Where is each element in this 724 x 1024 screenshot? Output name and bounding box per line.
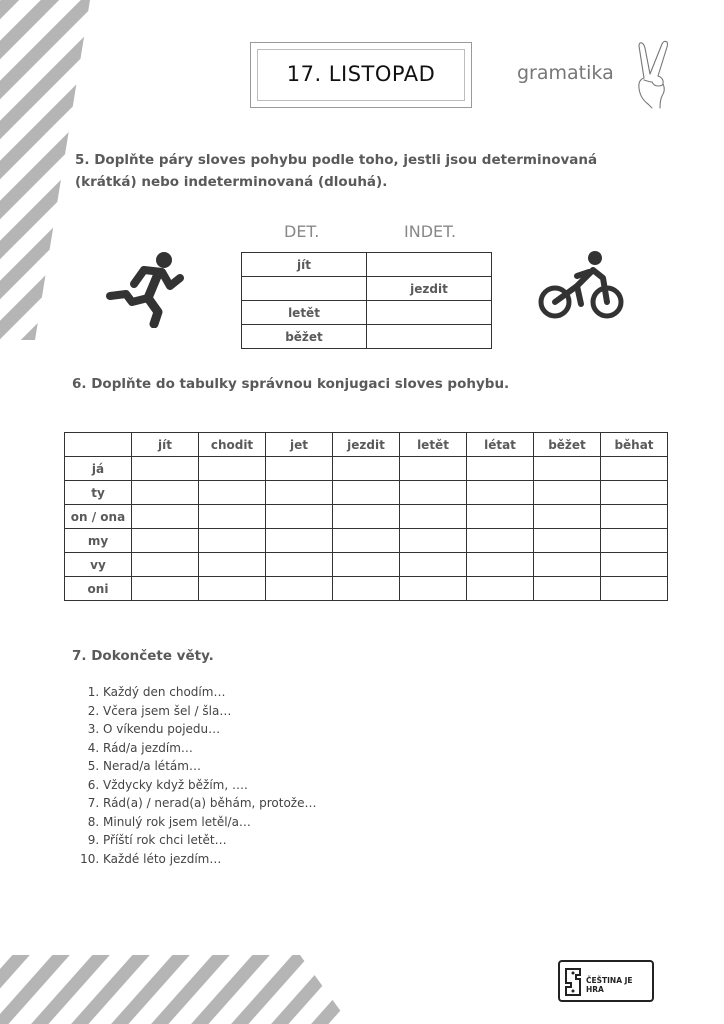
task-5-prompt: 5. Doplňte páry sloves pohybu podle toho, jestli jsou determinovaná (krátká) nebo indeterminovaná (dlouhá). [75, 152, 598, 190]
indet-cell[interactable] [367, 301, 492, 325]
list-item: 7. Rád(a) / nerad(a) běhám, protože… [103, 794, 317, 813]
conjugation-table [64, 432, 668, 601]
answer-cell[interactable] [132, 505, 199, 529]
det-cell[interactable]: běžet [242, 325, 367, 349]
verb-header: běhat [601, 433, 668, 457]
answer-cell[interactable] [400, 577, 467, 601]
answer-cell[interactable] [467, 553, 534, 577]
answer-cell[interactable] [266, 457, 333, 481]
list-item: 1. Každý den chodím… [103, 683, 317, 702]
answer-cell[interactable] [601, 553, 668, 577]
det-cell[interactable]: jít [242, 253, 367, 277]
pronoun-cell: oni [65, 577, 132, 601]
answer-cell[interactable] [467, 457, 534, 481]
decorative-stripes-bottom [0, 955, 350, 1024]
det-column-header: DET. [284, 222, 320, 241]
answer-cell[interactable] [132, 529, 199, 553]
answer-cell[interactable] [400, 529, 467, 553]
answer-cell[interactable] [601, 505, 668, 529]
answer-cell[interactable] [601, 457, 668, 481]
answer-cell[interactable] [199, 529, 266, 553]
table-row [242, 253, 492, 277]
answer-cell[interactable] [400, 457, 467, 481]
answer-cell[interactable] [400, 481, 467, 505]
answer-cell[interactable] [333, 577, 400, 601]
answer-cell[interactable] [534, 481, 601, 505]
indet-column-header: INDET. [404, 222, 457, 241]
verb-header: jít [132, 433, 199, 457]
table-row [65, 505, 668, 529]
table-row [65, 577, 668, 601]
victory-hand-icon [630, 40, 676, 114]
answer-cell[interactable] [266, 505, 333, 529]
brand-logo [558, 960, 654, 1002]
answer-cell[interactable] [132, 481, 199, 505]
answer-cell[interactable] [467, 505, 534, 529]
answer-cell[interactable] [266, 529, 333, 553]
task-6-prompt: 6. Doplňte do tabulky správnou konjugaci sloves pohybu. [72, 376, 510, 392]
task-7-prompt: 7. Dokončete věty. [72, 648, 214, 664]
subject-label: gramatika [517, 62, 614, 84]
answer-cell[interactable] [333, 505, 400, 529]
answer-cell[interactable] [199, 553, 266, 577]
answer-cell[interactable] [266, 553, 333, 577]
answer-cell[interactable] [333, 481, 400, 505]
table-row [242, 277, 492, 301]
table-row [65, 481, 668, 505]
table-row [242, 325, 492, 349]
answer-cell[interactable] [534, 577, 601, 601]
table-row [65, 529, 668, 553]
pronoun-cell: já [65, 457, 132, 481]
answer-cell[interactable] [467, 481, 534, 505]
cyclist-icon [537, 250, 627, 326]
answer-cell[interactable] [132, 553, 199, 577]
answer-cell[interactable] [333, 457, 400, 481]
answer-cell[interactable] [333, 529, 400, 553]
indet-cell[interactable] [367, 253, 492, 277]
verb-header: chodit [199, 433, 266, 457]
indet-cell[interactable]: jezdit [367, 277, 492, 301]
answer-cell[interactable] [266, 577, 333, 601]
verb-header: jezdit [333, 433, 400, 457]
pronoun-cell: on / ona [65, 505, 132, 529]
verb-header: jet [266, 433, 333, 457]
indet-cell[interactable] [367, 325, 492, 349]
answer-cell[interactable] [199, 577, 266, 601]
list-item: 2. Včera jsem šel / šla… [103, 702, 317, 721]
runner-icon [106, 250, 186, 332]
answer-cell[interactable] [534, 553, 601, 577]
answer-cell[interactable] [199, 457, 266, 481]
answer-cell[interactable] [601, 481, 668, 505]
answer-cell[interactable] [400, 505, 467, 529]
det-cell[interactable] [242, 277, 367, 301]
list-item: 10. Každé léto jezdím… [103, 850, 317, 869]
answer-cell[interactable] [132, 577, 199, 601]
page-title: 17. LISTOPAD [286, 62, 436, 86]
answer-cell[interactable] [534, 457, 601, 481]
table-row [65, 457, 668, 481]
answer-cell[interactable] [199, 481, 266, 505]
verb-header: běžet [534, 433, 601, 457]
pronoun-cell: vy [65, 553, 132, 577]
corner-cell [65, 433, 132, 457]
answer-cell[interactable] [333, 553, 400, 577]
list-item: 3. O víkendu pojedu… [103, 720, 317, 739]
table-header-row [65, 433, 668, 457]
det-cell[interactable]: letět [242, 301, 367, 325]
verb-header: létat [467, 433, 534, 457]
table-row [65, 553, 668, 577]
logo-text: ČEŠTINA JE HRA [586, 976, 633, 994]
answer-cell[interactable] [601, 577, 668, 601]
verb-header: letět [400, 433, 467, 457]
answer-cell[interactable] [199, 505, 266, 529]
title-frame [250, 42, 472, 108]
answer-cell[interactable] [467, 529, 534, 553]
list-item: 6. Vždycky když běžím, …. [103, 776, 317, 795]
sentence-list [84, 683, 317, 868]
pronoun-cell: ty [65, 481, 132, 505]
answer-cell[interactable] [132, 457, 199, 481]
answer-cell[interactable] [534, 529, 601, 553]
list-item: 9. Příští rok chci letět… [103, 831, 317, 850]
answer-cell[interactable] [601, 529, 668, 553]
list-item: 8. Minulý rok jsem letěl/a… [103, 813, 317, 832]
list-item: 5. Nerad/a létám… [103, 757, 317, 776]
table-row [242, 301, 492, 325]
answer-cell[interactable] [467, 577, 534, 601]
answer-cell[interactable] [534, 505, 601, 529]
list-item: 4. Rád/a jezdím… [103, 739, 317, 758]
answer-cell[interactable] [400, 553, 467, 577]
puzzle-icon [564, 967, 584, 997]
answer-cell[interactable] [266, 481, 333, 505]
verb-pairs-table [241, 252, 492, 349]
pronoun-cell: my [65, 529, 132, 553]
